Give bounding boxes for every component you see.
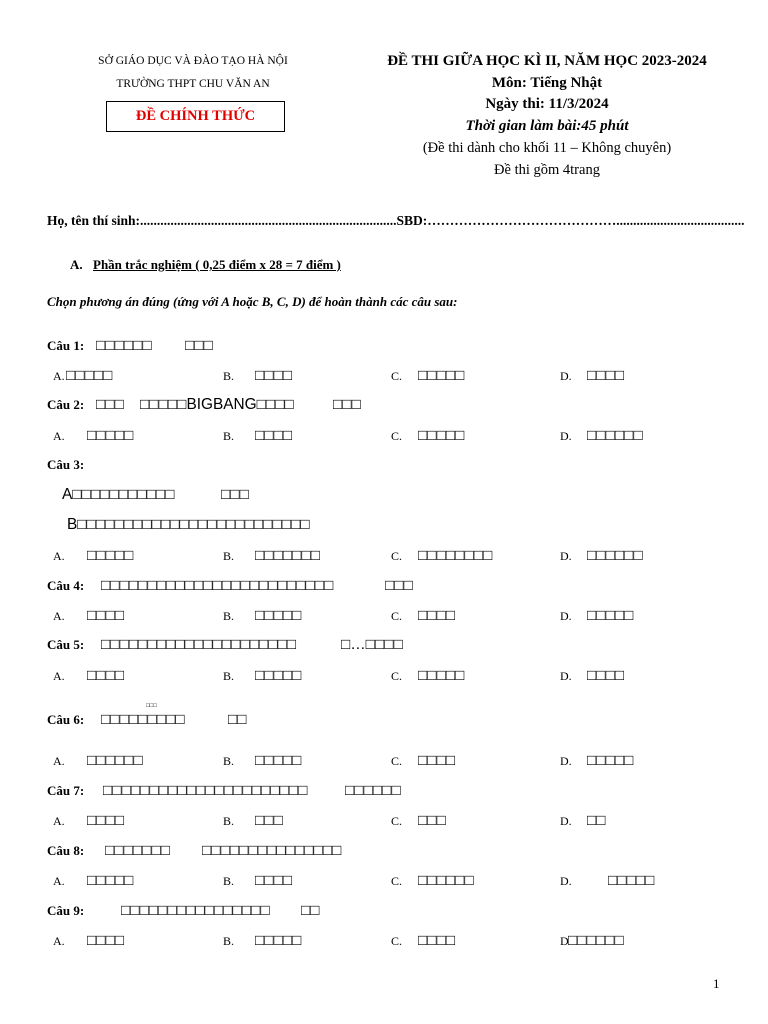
question-label: Câu 3: — [47, 457, 85, 472]
option-d-label: D. — [560, 609, 572, 623]
question-4 — [0, 578, 768, 594]
option-b-label: B. — [223, 754, 235, 768]
option-c-label: C. — [391, 934, 403, 948]
question-9-options — [0, 933, 768, 949]
question-2-options — [0, 428, 768, 444]
option-d-label: D. — [560, 874, 572, 888]
option-a-label: A. — [53, 754, 65, 768]
option-b-text: □□□□ — [255, 427, 293, 444]
option-b-label: B. — [223, 429, 235, 443]
question-stem: □□□□□□□□□□□□□□□ — [202, 842, 342, 859]
question-4-options — [0, 608, 768, 624]
question-3-dialogue-b — [0, 517, 768, 533]
dialogue-line-a: A□□□□□□□□□□□ — [62, 486, 175, 503]
exam-note: (Đề thi dành cho khối 11 – Không chuyên) — [422, 140, 672, 156]
option-c-text: □□□□ — [418, 932, 456, 949]
school-name: TRƯỜNG THPT CHU VĂN AN — [116, 78, 270, 90]
option-c-text: □□□□ — [418, 752, 456, 769]
option-a-label: A. — [53, 874, 65, 888]
exam-subject: Môn: Tiếng Nhật — [491, 75, 603, 91]
question-7-options — [0, 813, 768, 829]
option-c-label: C. — [391, 429, 403, 443]
option-b-text: □□□□ — [255, 872, 293, 889]
option-a-text: □□□□□□ — [87, 752, 143, 769]
option-a-text: □□□□□ — [87, 872, 134, 889]
question-label: Câu 4: — [47, 578, 85, 593]
option-a-text: □□□□ — [87, 812, 125, 829]
option-d-label: D. — [560, 429, 572, 443]
question-label: Câu 2: — [47, 397, 85, 412]
furigana-reading: □□□ — [146, 703, 157, 709]
question-8-options — [0, 873, 768, 889]
option-b-text: □□□□□□□ — [255, 547, 321, 564]
question-stem: □□□□□□□□□□□□□□□□ — [121, 902, 270, 919]
option-a-label: A. — [53, 369, 65, 383]
question-6-options — [0, 753, 768, 769]
question-6 — [0, 712, 768, 728]
option-d-text: □□□□ — [587, 667, 625, 684]
section-title: Phần trắc nghiệm ( 0,25 điểm x 28 = 7 điểm ) — [93, 257, 341, 272]
question-stem-suffix: □…□□□□ — [341, 636, 403, 653]
question-stem-suffix: □□□ — [333, 396, 361, 413]
question-label: Câu 7: — [47, 783, 85, 798]
option-c-label: C. — [391, 609, 403, 623]
candidate-info-line — [47, 213, 745, 229]
candidate-sbd-field: SBD:……………………………………...................................... — [396, 213, 745, 228]
question-stem-prefix: □□□ — [96, 396, 124, 413]
question-label: Câu 8: — [47, 843, 85, 858]
option-c-text: □□□□□□□□ — [418, 547, 493, 564]
question-stem-suffix: □□ — [301, 902, 320, 919]
option-c-label: C. — [391, 874, 403, 888]
instruction-text: Chọn phương án đúng (ứng với A hoặc B, C, D) để hoàn thành các câu sau: — [47, 294, 458, 309]
option-b-label: B. — [223, 369, 235, 383]
exam-date: Ngày thi: 11/3/2024 — [485, 96, 609, 112]
option-b-text: □□□□□ — [255, 667, 302, 684]
question-label: Câu 5: — [47, 637, 85, 652]
option-c-text: □□□ — [418, 812, 446, 829]
question-stem: □□□□□BIGBANG□□□□ — [140, 396, 294, 413]
option-c-text: □□□□□ — [418, 427, 465, 444]
dialogue-line-a-suffix: □□□ — [221, 486, 249, 503]
option-b-text: □□□□□ — [255, 752, 302, 769]
option-b-text: □□□□□ — [255, 607, 302, 624]
option-b-text: □□□ — [255, 812, 283, 829]
option-d-label: D. — [560, 814, 572, 828]
option-d-text: □□□□□ — [608, 872, 655, 889]
option-b-label: B. — [223, 874, 235, 888]
question-stem: □□□□□□□□□□□□□□□□□□□□□ — [101, 636, 297, 653]
question-label: Câu 1: — [47, 338, 85, 353]
department-name: SỞ GIÁO DỤC VÀ ĐÀO TẠO HÀ NỘI — [98, 55, 288, 67]
option-b-label: B. — [223, 934, 235, 948]
page-number: 1 — [713, 976, 720, 991]
official-exam-stamp: ĐỀ CHÍNH THỨC — [106, 101, 285, 132]
option-d-label: D. — [560, 754, 572, 768]
question-stem-suffix: □□ — [228, 711, 247, 728]
option-a-text: □□□□ — [87, 607, 125, 624]
question-9 — [0, 903, 768, 919]
option-c-label: C. — [391, 369, 403, 383]
candidate-name-field: Họ, tên thí sinh:............................................................................ — [47, 213, 397, 228]
option-d-text: □□□□□□ — [587, 427, 643, 444]
option-c-text: □□□□□□ — [418, 872, 474, 889]
question-1-options — [0, 368, 768, 384]
option-d-text: □□ — [587, 812, 606, 829]
dialogue-line-b: B□□□□□□□□□□□□□□□□□□□□□□□□□ — [67, 516, 310, 533]
option-a-text: □□□□ — [87, 932, 125, 949]
option-b-text: □□□□□ — [255, 932, 302, 949]
option-a-label: A. — [53, 934, 65, 948]
question-3 — [0, 457, 768, 473]
option-b-label: B. — [223, 669, 235, 683]
option-d-label: D. — [560, 549, 572, 563]
question-label: Câu 6: — [47, 712, 85, 727]
option-a-text: □□□□□ — [66, 367, 113, 384]
exam-title: ĐỀ THI GIỮA HỌC KÌ II, NĂM HỌC 2023-2024 — [387, 53, 707, 69]
question-3-options — [0, 548, 768, 564]
option-a-text: □□□□□ — [87, 427, 134, 444]
option-d-text: □□□□ — [587, 367, 625, 384]
option-b-label: B. — [223, 609, 235, 623]
question-8 — [0, 843, 768, 859]
question-label: Câu 9: — [47, 903, 85, 918]
option-c-text: □□□□□ — [418, 667, 465, 684]
option-c-label: C. — [391, 754, 403, 768]
option-d-label: D — [560, 934, 569, 948]
option-c-label: C. — [391, 814, 403, 828]
option-b-text: □□□□ — [255, 367, 293, 384]
option-a-label: A. — [53, 429, 65, 443]
question-stem-prefix: □□□□□□□ — [105, 842, 171, 859]
question-2 — [0, 397, 768, 413]
question-7 — [0, 783, 768, 799]
option-a-label: A. — [53, 669, 65, 683]
option-c-text: □□□□□ — [418, 367, 465, 384]
option-b-label: B. — [223, 814, 235, 828]
option-d-text: □□□□□□ — [568, 932, 624, 949]
question-stem-suffix: □□□ — [185, 337, 213, 354]
question-stem: □□□□□□□□□□□□□□□□□□□□□□□□□ — [101, 577, 334, 594]
option-a-text: □□□□ — [87, 667, 125, 684]
option-d-label: D. — [560, 669, 572, 683]
question-3-dialogue-a — [0, 487, 768, 503]
question-stem-suffix: □□□ — [385, 577, 413, 594]
option-c-label: C. — [391, 669, 403, 683]
option-a-label: A. — [53, 814, 65, 828]
option-d-text: □□□□□ — [587, 752, 634, 769]
option-c-label: C. — [391, 549, 403, 563]
option-a-label: A. — [53, 609, 65, 623]
question-stem: □□□□□□□□□□□□□□□□□□□□□□ — [103, 782, 308, 799]
exam-duration: Thời gian làm bài:45 phút — [465, 118, 629, 134]
question-1 — [0, 338, 768, 354]
option-d-label: D. — [560, 369, 572, 383]
question-stem: □□□□□□□□□ — [101, 711, 185, 728]
option-d-text: □□□□□ — [587, 607, 634, 624]
question-stem: □□□□□□ — [96, 337, 152, 354]
question-5-options — [0, 668, 768, 684]
question-5 — [0, 637, 768, 653]
option-a-text: □□□□□ — [87, 547, 134, 564]
section-letter: A. — [70, 257, 83, 272]
option-a-label: A. — [53, 549, 65, 563]
option-d-text: □□□□□□ — [587, 547, 643, 564]
option-b-label: B. — [223, 549, 235, 563]
exam-page-count: Đề thi gồm 4trang — [494, 162, 600, 178]
option-c-text: □□□□ — [418, 607, 456, 624]
question-stem-suffix: □□□□□□ — [345, 782, 401, 799]
